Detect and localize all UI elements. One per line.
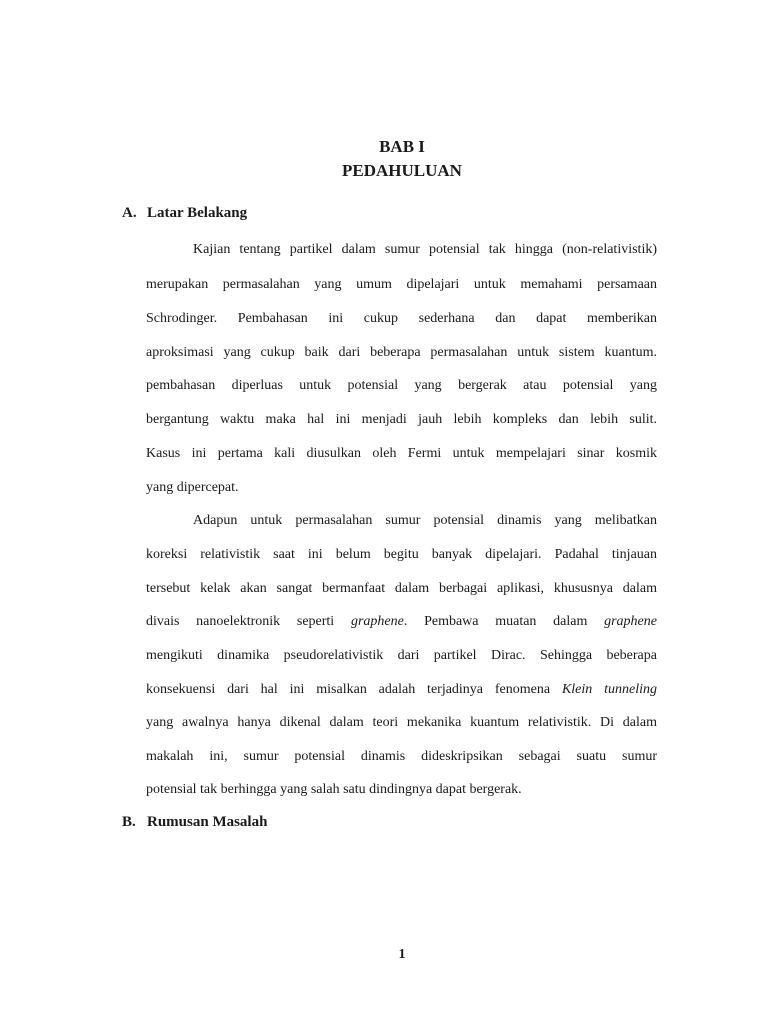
section-letter: A. — [122, 205, 137, 221]
italic-term: Klein tunneling — [561, 682, 658, 697]
paragraph2-line: koreksi relativistik saat ini belum begitu banyak dipelajari. Padahal tinjauan — [146, 547, 657, 562]
paragraph1-line: merupakan permasalahan yang umum dipelajari untuk memahami persamaan — [146, 277, 657, 292]
chapter-title: PEDAHULUAN — [342, 161, 462, 180]
section-heading-b — [122, 814, 267, 831]
section-title: Latar Belakang — [147, 205, 248, 221]
paragraph1-line: pembahasan diperluas untuk potensial yang bergerak atau potensial yang — [146, 378, 657, 393]
paragraph1-line: Kasus ini pertama kali diusulkan oleh Fermi untuk mempelajari sinar kosmik — [146, 446, 657, 461]
paragraph1-line: yang dipercepat. — [146, 480, 239, 495]
chapter-number: BAB I — [379, 137, 425, 156]
paragraph2-line: makalah ini, sumur potensial dinamis dideskripsikan sebagai suatu sumur — [146, 749, 657, 764]
text-run: konsekuensi dari hal ini misalkan adalah terjadinya fenomena — [146, 682, 562, 697]
paragraph2-line: mengikuti dinamika pseudorelativistik dari partikel Dirac. Sehingga beberapa — [146, 648, 657, 663]
paragraph2-line: potensial tak berhingga yang salah satu dindingnya dapat bergerak. — [146, 782, 522, 797]
section-heading-a — [122, 205, 247, 222]
paragraph2-line: Adapun untuk permasalahan sumur potensial dinamis yang melibatkan — [193, 513, 657, 528]
italic-term: graphene — [604, 614, 657, 629]
paragraph2-line: yang awalnya hanya dikenal dalam teori mekanika kuantum relativistik. Di dalam — [146, 715, 657, 730]
paragraph1-line: aproksimasi yang cukup baik dari beberapa permasalahan untuk sistem kuantum. — [146, 345, 657, 360]
text-run: . Pembawa muatan dalam — [403, 614, 605, 629]
paragraph1-line: Kajian tentang partikel dalam sumur potensial tak hingga (non-relativistik) — [193, 242, 657, 257]
paragraph1-line: bergantung waktu maka hal ini menjadi jauh lebih kompleks dan lebih sulit. — [146, 412, 657, 427]
paragraph2-line — [146, 681, 657, 699]
paragraph1-line: Schrodinger. Pembahasan ini cukup sederhana dan dapat memberikan — [146, 311, 657, 326]
section-title: Rumusan Masalah — [147, 814, 268, 830]
italic-term: graphene — [350, 614, 404, 629]
section-letter: B. — [122, 814, 136, 830]
paragraph2-line — [146, 613, 657, 631]
page-number: 1 — [398, 947, 406, 962]
text-run: divais nanoelektronik seperti — [146, 614, 351, 629]
paragraph2-line: tersebut kelak akan sangat bermanfaat dalam berbagai aplikasi, khususnya dalam — [146, 581, 657, 596]
